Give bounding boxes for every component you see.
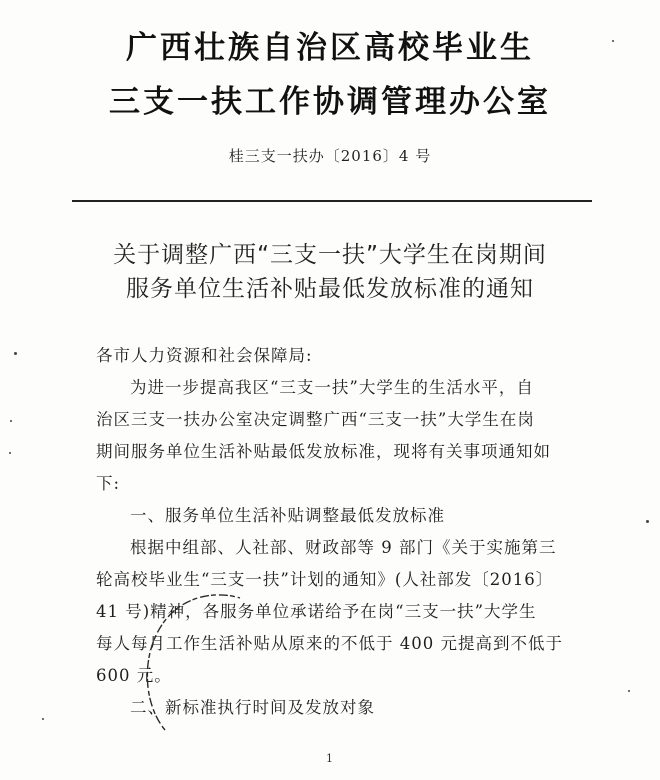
paragraph-1-line: 为进一步提高我区“三支一扶”大学生的生活水平，自 (130, 378, 534, 397)
notice-title-line-1: 关于调整广西“三支一扶”大学生在岗期间 (113, 242, 547, 268)
paragraph-1-line: 期间服务单位生活补贴最低发放标准，现将有关事项通知如 (96, 442, 551, 461)
issuing-office-line-1: 广西壮族自治区高校毕业生 (126, 30, 534, 66)
paragraph-2-line: 每人每月工作生活补贴从原来的不低于 400 元提高到不低于 (96, 634, 563, 653)
section-heading-1: 一、服务单位生活补贴调整最低发放标准 (130, 506, 445, 525)
scan-speck (628, 690, 630, 692)
salutation: 各市人力资源和社会保障局: (96, 346, 313, 365)
paragraph-2-line: 轮高校毕业生“三支一扶”计划的通知》(人社部发〔2016〕 (96, 570, 554, 589)
scan-speck (612, 40, 614, 42)
section-heading-2: 二、新标准执行时间及发放对象 (130, 698, 375, 717)
scan-speck (10, 420, 12, 422)
paragraph-2-line: 41 号)精神，各服务单位承诺给予在岗“三支一扶”大学生 (96, 602, 537, 621)
paragraph-1-line: 下: (96, 474, 121, 493)
scan-speck (9, 452, 11, 454)
paragraph-2-line: 600 元。 (96, 666, 172, 685)
notice-title-line-2: 服务单位生活补贴最低发放标准的通知 (126, 276, 534, 302)
scan-speck (42, 718, 44, 720)
issuing-office-line-2: 三支一扶工作协调管理办公室 (109, 84, 551, 120)
document-number: 桂三支一扶办〔2016〕4 号 (228, 147, 432, 165)
paragraph-2-line: 根据中组部、人社部、财政部等 9 部门《关于实施第三 (130, 538, 557, 557)
page-number: 1 (326, 752, 333, 765)
scan-speck (14, 352, 17, 355)
scan-speck (646, 520, 649, 523)
seal-stamp-outline (135, 580, 295, 740)
header-divider (72, 200, 592, 202)
paragraph-1-line: 治区三支一扶办公室决定调整广西“三支一扶”大学生在岗 (96, 410, 535, 429)
